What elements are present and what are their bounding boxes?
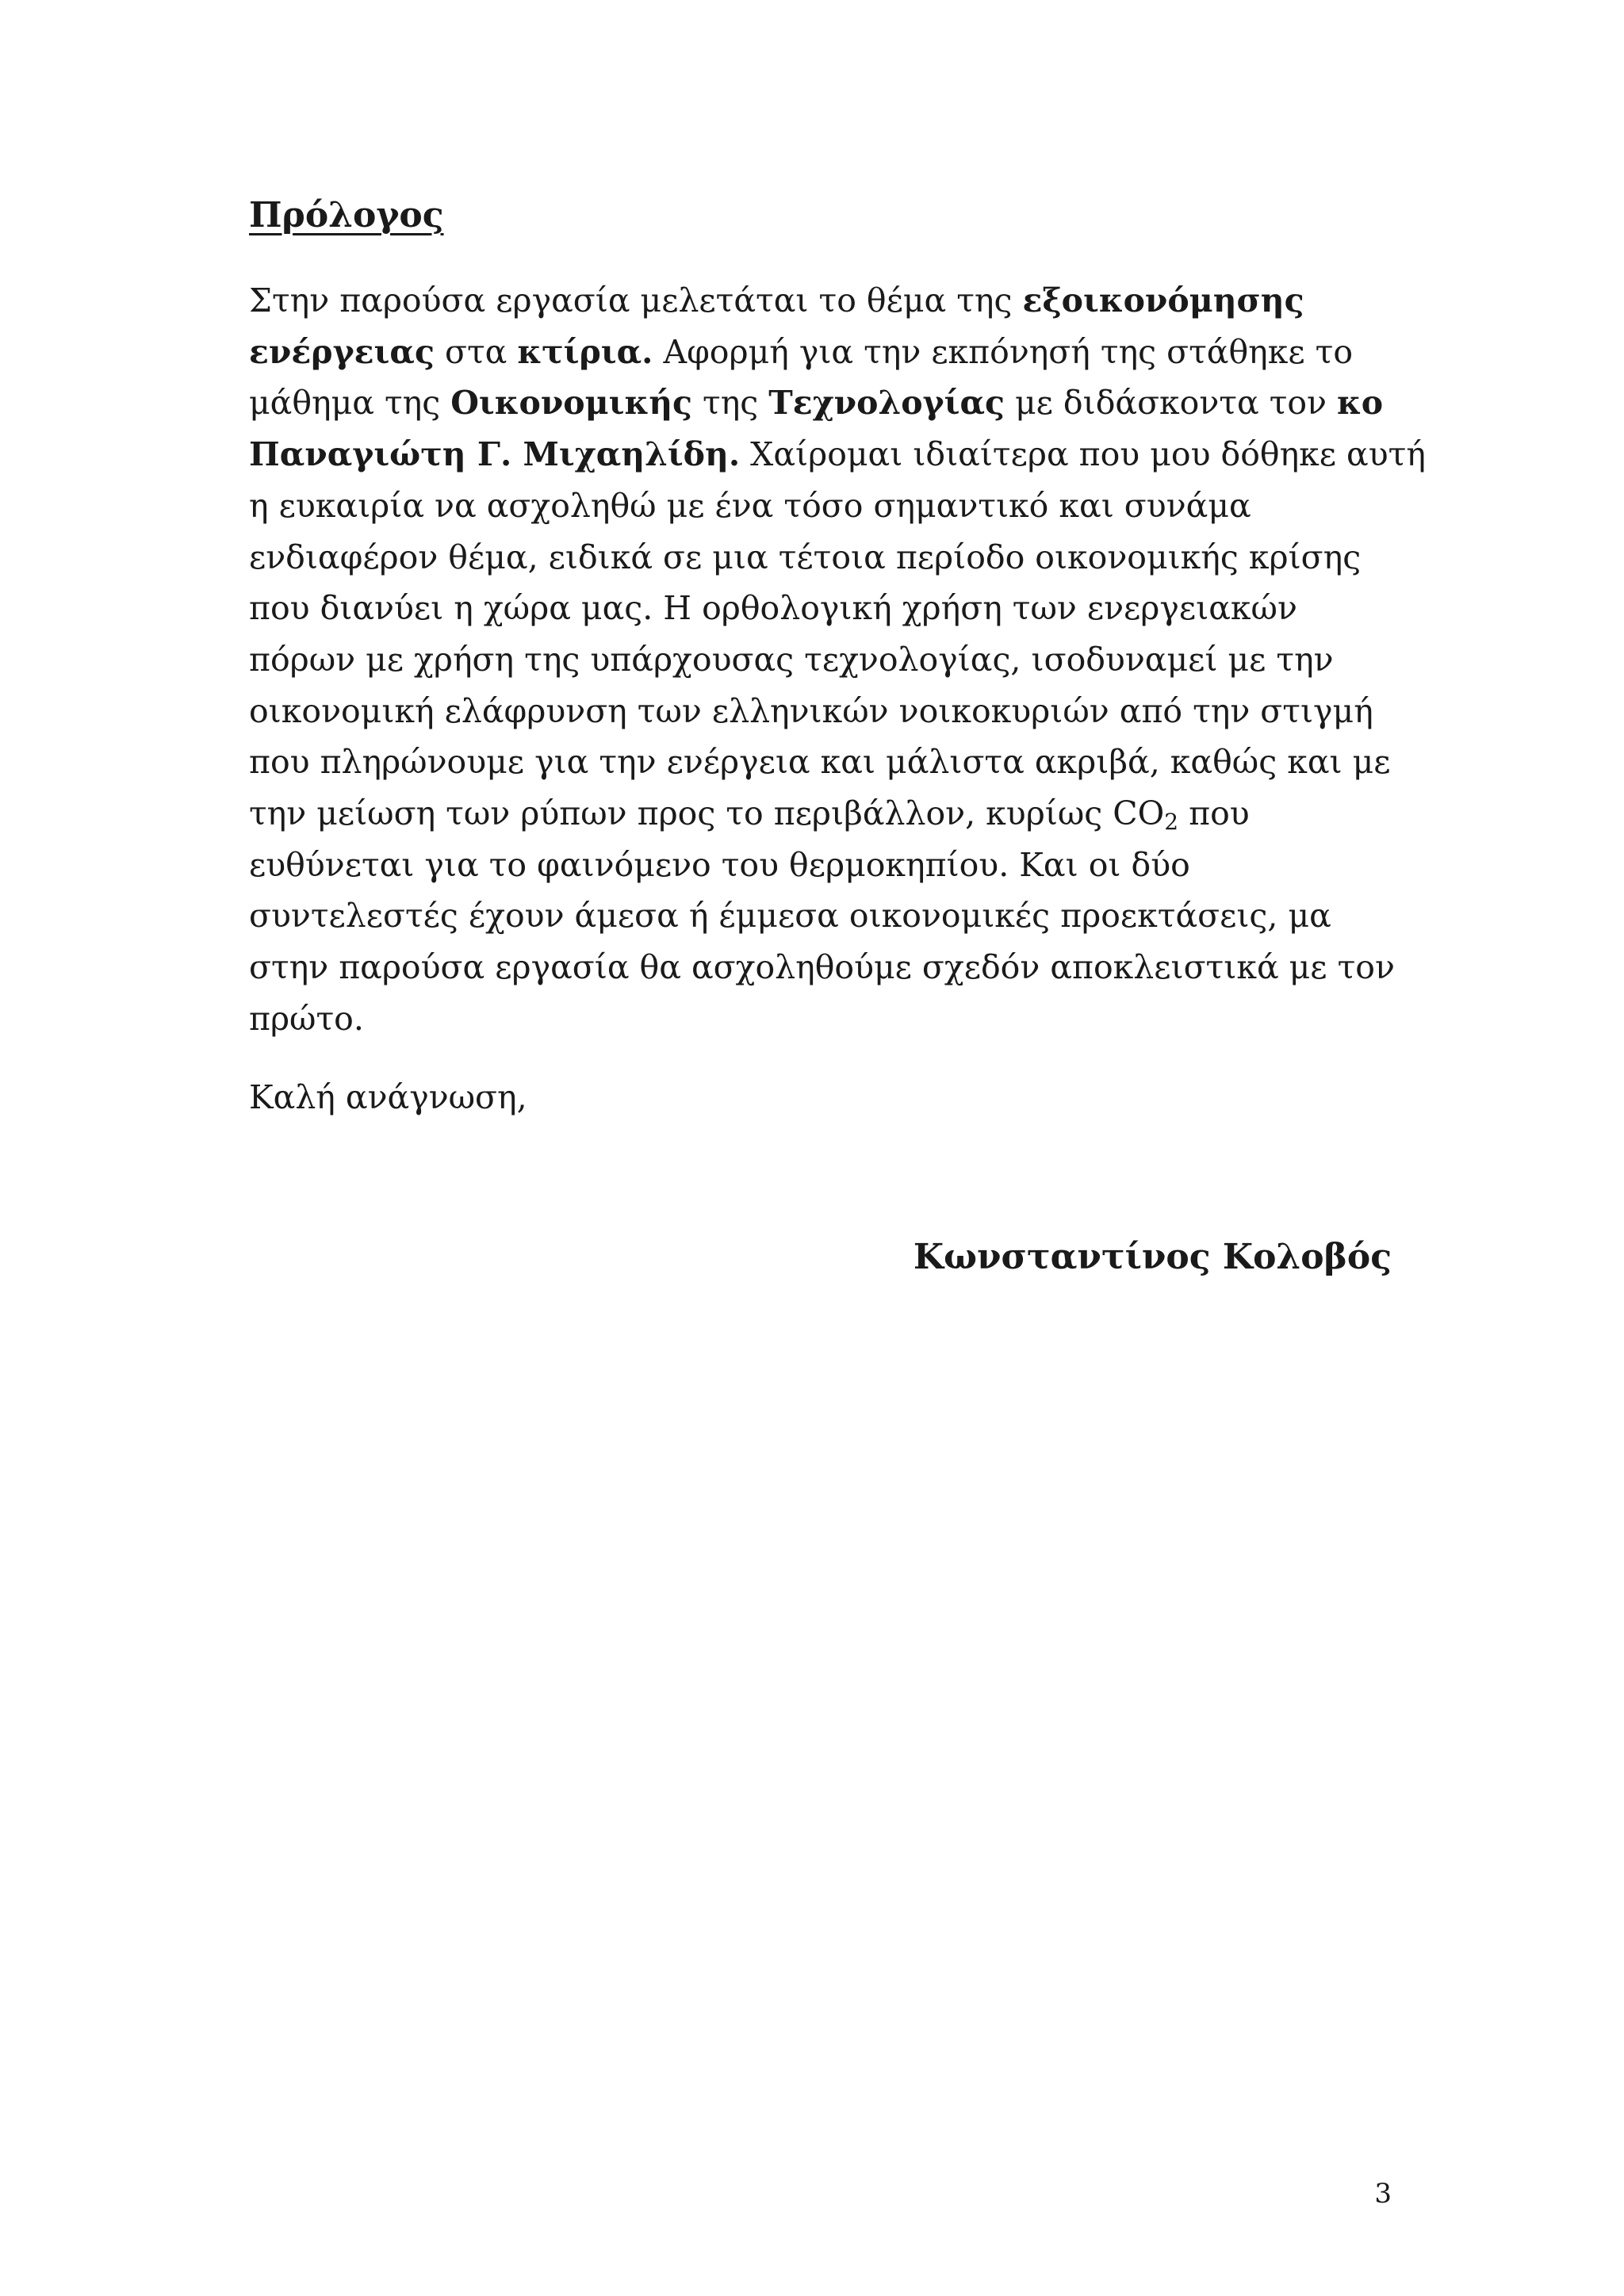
bold-text: εξοικονόμησης — [1022, 281, 1304, 320]
text-run: με διδάσκοντα τον — [1004, 384, 1338, 423]
bold-text: κτίρια. — [517, 332, 653, 371]
bold-text: ενέργειας — [249, 332, 435, 371]
paragraph-line: που πληρώνουμε για την ενέργεια και μάλιστα ακριβά, καθώς και με — [249, 743, 1391, 782]
prologue-paragraph — [249, 275, 1426, 1045]
text-run: την μείωση των ρύπων προς το περιβάλλον, κυρίως CO — [249, 794, 1165, 833]
text-run: που — [1178, 794, 1250, 833]
paragraph-line — [249, 788, 1399, 840]
paragraph-line — [249, 429, 1426, 480]
bold-text: Οικονομικής — [450, 384, 692, 423]
paragraph-line: ευθύνεται για το φαινόμενο του θερμοκηπίου. Και οι δύο — [249, 845, 1190, 884]
text-run: της — [691, 384, 769, 423]
paragraph-line: πόρων με χρήση της υπάρχουσας τεχνολογίας, ισοδυναμεί με την — [249, 640, 1334, 679]
text-run: στα — [434, 332, 518, 371]
text-run: Στην παρούσα εργασία μελετάται το θέμα της — [249, 281, 1023, 320]
paragraph-line: πρώτο. — [249, 999, 364, 1038]
paragraph-line — [249, 327, 1399, 378]
text-run: Χαίρομαι ιδιαίτερα που μου δόθηκε αυτή — [740, 435, 1426, 474]
subscript-text: 2 — [1164, 809, 1179, 836]
paragraph-line: οικονομική ελάφρυνση των ελληνικών νοικοκυριών από την στιγμή — [249, 691, 1373, 730]
text-run: Αφορμή για την εκπόνησή της στάθηκε το — [653, 332, 1353, 371]
greeting: Καλή ανάγνωση, — [249, 1078, 527, 1116]
page-heading: Πρόλογος — [249, 195, 444, 235]
bold-text: κο — [1337, 384, 1384, 423]
paragraph-line: συντελεστές έχουν άμεσα ή έμμεσα οικονομικές προεκτάσεις, μα — [249, 897, 1331, 936]
paragraph-line: που διανύει η χώρα μας. Η ορθολογική χρήση των ενεργειακών — [249, 589, 1297, 628]
paragraph-line: η ευκαιρία να ασχοληθώ με ένα τόσο σημαντικό και συνάμα — [249, 486, 1251, 525]
paragraph-line — [249, 377, 1399, 429]
paragraph-line: στην παρούσα εργασία θα ασχοληθούμε σχεδόν αποκλειστικά με τον — [249, 948, 1395, 987]
text-run: μάθημα της — [249, 384, 451, 423]
bold-text: Παναγιώτη Γ. Μιχαηλίδη. — [249, 435, 741, 474]
author-signature: Κωνσταντίνος Κολοβός — [913, 1237, 1392, 1277]
paragraph-line: ενδιαφέρον θέμα, ειδικά σε μια τέτοια περίοδο οικονομικής κρίσης — [249, 538, 1362, 576]
bold-text: Τεχνολογίας — [768, 384, 1005, 423]
paragraph-line — [249, 275, 1399, 327]
page-number: 3 — [1374, 2178, 1392, 2210]
